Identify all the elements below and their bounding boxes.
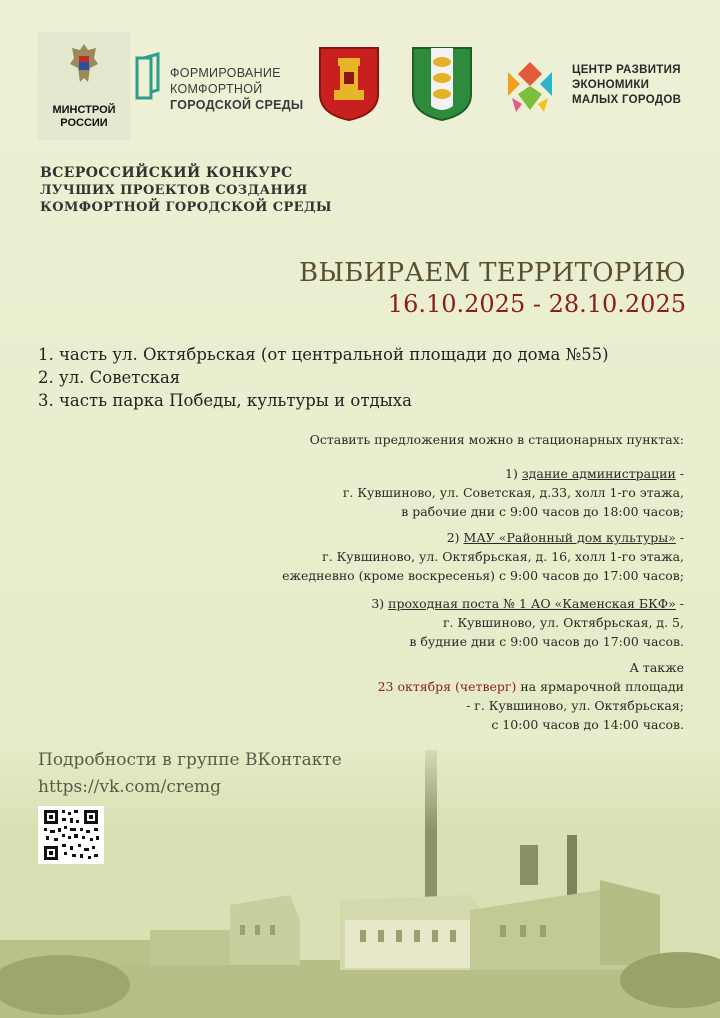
voting-dates: 16.10.2025 - 28.10.2025 <box>387 290 686 318</box>
points-intro: Оставить предложения можно в стационарных пунктах: <box>309 432 684 447</box>
creg-logo <box>502 58 702 114</box>
fair-date: 23 октября (четверг) <box>377 679 517 694</box>
minstroy-line-2: РОССИИ <box>60 117 108 129</box>
point-1-num: 1) <box>505 466 522 481</box>
contest-line-2: ЛУЧШИХ ПРОЕКТОВ СОЗДАНИЯ <box>40 183 308 198</box>
ffgs-line-3: ГОРОДСКОЙ СРЕДЫ <box>170 98 304 112</box>
point-1-tail: - <box>675 466 684 481</box>
tver-coat-of-arms-icon <box>318 46 380 122</box>
creg-line-2: ЭКОНОМИКИ <box>572 79 650 91</box>
also-label: А также <box>629 660 684 675</box>
point-1-address: г. Кувшиново, ул. Советская, д.33, холл 1-го этажа, <box>342 485 684 500</box>
list-item: 3. часть парка Победы, культуры и отдыха <box>38 391 412 410</box>
contest-line-1: ВСЕРОССИЙСКИЙ КОНКУРС <box>40 165 293 181</box>
ffgs-line-1: ФОРМИРОВАНИЕ <box>170 66 281 80</box>
point-1 <box>343 464 684 521</box>
ffgs-logo <box>134 52 304 114</box>
page-title: ВЫБИРАЕМ ТЕРРИТОРИЮ <box>298 258 686 288</box>
fair-place: на ярмарочной площади <box>516 679 684 694</box>
also-block <box>378 658 684 734</box>
point-3-num: 3) <box>371 596 389 611</box>
contest-line-3: КОМФОРТНОЙ ГОРОДСКОЙ СРЕДЫ <box>40 200 332 215</box>
point-3-tail: - <box>675 596 684 611</box>
kuvshinovo-coat-of-arms-icon <box>411 46 473 122</box>
ffgs-logo-icon <box>134 52 162 102</box>
point-2-address: г. Кувшиново, ул. Октябрьская, д. 16, холл 1-го этажа, <box>322 549 684 564</box>
point-2-place: МАУ «Районный дом культуры» <box>463 530 676 545</box>
vk-link[interactable]: https://vk.com/cremg <box>38 777 222 797</box>
fair-address: - г. Кувшиново, ул. Октябрьская; <box>466 698 684 713</box>
ffgs-line-2: КОМФОРТНОЙ <box>170 82 263 96</box>
creg-line-3: МАЛЫХ ГОРОДОВ <box>572 94 682 106</box>
qr-code-icon[interactable] <box>38 806 104 864</box>
creg-line-1: ЦЕНТР РАЗВИТИЯ <box>572 64 681 76</box>
minstroy-logo <box>38 32 130 140</box>
minstroy-line-1: МИНСТРОЙ <box>52 104 116 116</box>
point-2-tail: - <box>675 530 684 545</box>
minstroy-emblem-icon <box>68 42 100 86</box>
contact-block <box>38 747 342 801</box>
territory-list <box>38 343 609 412</box>
point-3 <box>371 594 684 651</box>
point-3-hours: в будние дни с 9:00 часов до 17:00 часов. <box>409 634 684 649</box>
creg-logo-icon <box>502 58 558 114</box>
point-1-place: здание администрации <box>521 466 676 481</box>
list-item: 1. часть ул. Октябрьская (от центральной площади до дома №55) <box>38 345 609 364</box>
point-2-num: 2) <box>446 530 464 545</box>
point-2 <box>282 528 684 585</box>
list-item: 2. ул. Советская <box>38 368 181 387</box>
point-2-hours: ежедневно (кроме воскресенья) с 9:00 часов до 17:00 часов; <box>282 568 684 583</box>
fair-hours: с 10:00 часов до 14:00 часов. <box>491 717 684 732</box>
point-3-place: проходная поста № 1 АО «Каменская БКФ» <box>388 596 676 611</box>
point-3-address: г. Кувшиново, ул. Октябрьская, д. 5, <box>443 615 684 630</box>
point-1-hours: в рабочие дни с 9:00 часов до 18:00 часов; <box>401 504 684 519</box>
contact-label: Подробности в группе ВКонтакте <box>38 750 342 770</box>
contest-title <box>40 165 332 216</box>
